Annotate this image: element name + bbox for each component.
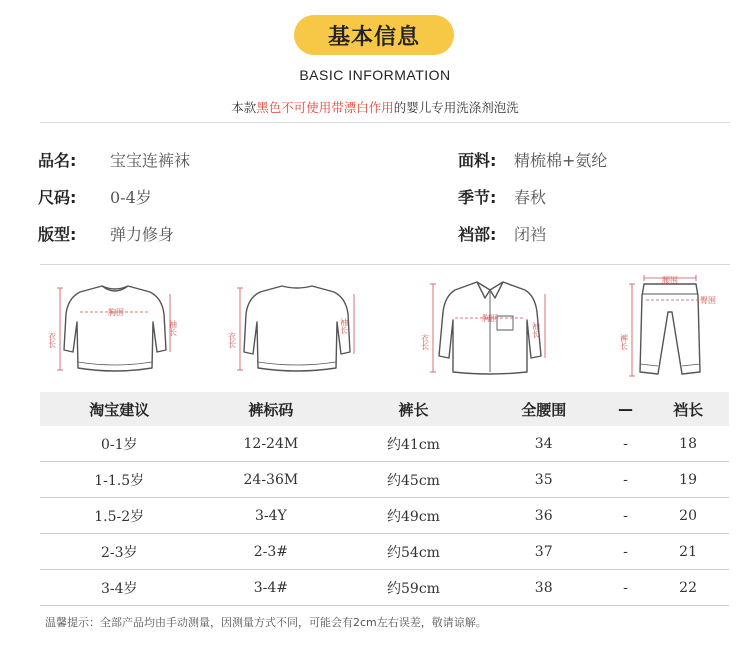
cell: 2-3岁	[40, 534, 198, 570]
cell: 约45cm	[343, 462, 483, 498]
table-row	[40, 498, 729, 534]
wash-notice	[0, 98, 750, 116]
divider-top	[40, 122, 730, 123]
cell: 21	[647, 534, 729, 570]
chest-label: 胸围	[108, 308, 124, 317]
info-size	[38, 185, 152, 208]
cell: 20	[647, 498, 729, 534]
info-value: 0-4岁	[110, 188, 152, 207]
table-header-row	[40, 392, 729, 426]
cell: 24-36M	[198, 462, 343, 498]
info-crotch	[458, 222, 546, 245]
col-header: 裆长	[647, 392, 729, 426]
cell: 约59cm	[343, 570, 483, 606]
divider-middle	[40, 264, 730, 265]
cell: 3-4岁	[40, 570, 198, 606]
size-table	[40, 392, 729, 606]
info-label: 面料:	[458, 151, 497, 170]
section-subtitle: BASIC INFORMATION	[299, 67, 451, 83]
info-fabric	[458, 148, 607, 171]
length-label: 衣长	[227, 332, 237, 348]
notice-warning: 黑色不可使用带漂白作用	[256, 100, 394, 115]
cell: -	[604, 462, 647, 498]
info-value: 春秋	[514, 188, 547, 207]
info-value: 闭裆	[514, 225, 547, 244]
table-row	[40, 462, 729, 498]
col-header: 淘宝建议	[40, 392, 198, 426]
cell: 0-1岁	[40, 426, 198, 462]
info-label: 季节:	[458, 188, 497, 207]
cell: -	[604, 534, 647, 570]
sleeve-label: 袖长	[168, 320, 178, 336]
table-row	[40, 570, 729, 606]
info-value: 弹力修身	[110, 225, 175, 244]
table-row	[40, 426, 729, 462]
sweater-back-figure	[227, 272, 362, 387]
info-label: 裆部:	[458, 225, 497, 244]
col-header: 裤长	[343, 392, 483, 426]
cell: 19	[647, 462, 729, 498]
cell: 1.5-2岁	[40, 498, 198, 534]
section-title-badge	[294, 15, 454, 55]
cell: 34	[484, 426, 604, 462]
sleeve-label: 袖长	[339, 318, 349, 334]
info-name	[38, 148, 190, 171]
cell: 3-4#	[198, 570, 343, 606]
cell: 37	[484, 534, 604, 570]
cell: 18	[647, 426, 729, 462]
cell: 约41cm	[343, 426, 483, 462]
cell: -	[604, 570, 647, 606]
info-value: 宝宝连裤袜	[110, 151, 191, 170]
info-label: 品名:	[38, 151, 77, 170]
length-label: 衣长	[420, 334, 430, 350]
length-label: 裤长	[619, 334, 629, 350]
sleeve-label: 袖长	[531, 322, 541, 338]
col-header: 全腰围	[484, 392, 604, 426]
cell: -	[604, 498, 647, 534]
cell: 35	[484, 462, 604, 498]
info-season	[458, 185, 546, 208]
section-title: 基本信息	[327, 24, 420, 50]
info-label: 版型:	[38, 225, 77, 244]
notice-pre: 本款	[231, 100, 257, 115]
measurement-tip: 温馨提示：全部产品均由手动测量，因测量方式不同，可能会有2cm左右误差，敬请谅解。	[45, 616, 487, 629]
cell: 22	[647, 570, 729, 606]
cell: 约54cm	[343, 534, 483, 570]
cell: 约49cm	[343, 498, 483, 534]
chest-label: 胸围	[482, 314, 498, 323]
info-fit	[38, 222, 174, 245]
info-label: 尺码:	[38, 188, 77, 207]
cell: 1-1.5岁	[40, 462, 198, 498]
length-label: 衣长	[47, 332, 57, 348]
col-header: —	[604, 392, 647, 426]
sweater-front-figure	[47, 272, 180, 387]
col-header: 裤标码	[198, 392, 343, 426]
notice-post: 的婴儿专用洗涤剂泡洗	[393, 100, 519, 115]
table-row	[40, 534, 729, 570]
cell: 12-24M	[198, 426, 343, 462]
waist-label: 腰围	[662, 276, 678, 285]
pants-figure	[620, 272, 730, 387]
info-value: 精梳棉+氨纶	[514, 151, 608, 170]
cell: 38	[484, 570, 604, 606]
shirt-figure	[420, 272, 555, 387]
cell: 3-4Y	[198, 498, 343, 534]
hip-label: 臀围	[700, 296, 716, 305]
cell: -	[604, 426, 647, 462]
cell: 2-3#	[198, 534, 343, 570]
cell: 36	[484, 498, 604, 534]
